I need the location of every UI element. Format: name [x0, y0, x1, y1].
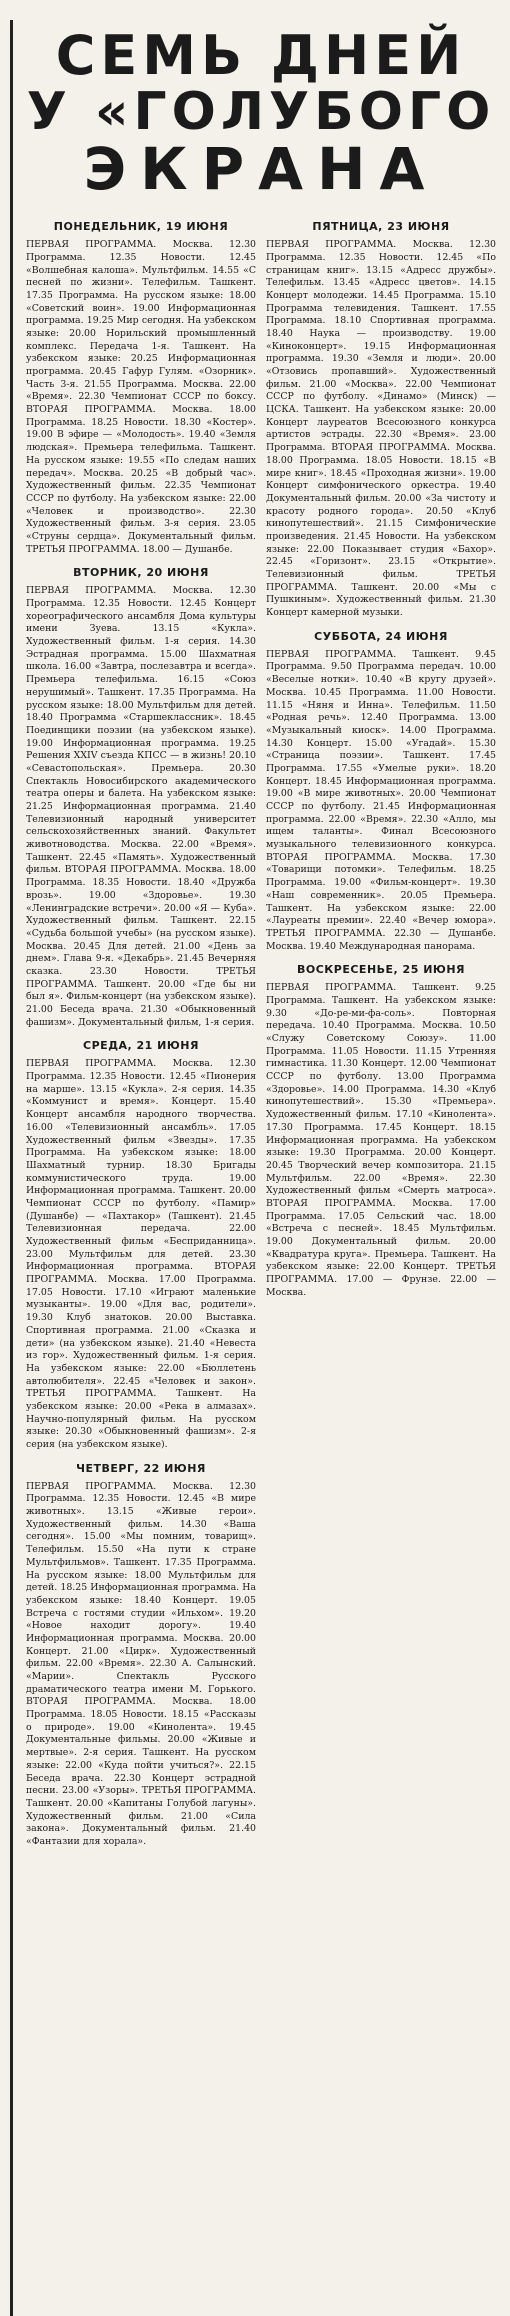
- left-border-rule: [10, 20, 13, 2316]
- newspaper-page: [26, 24, 496, 2308]
- day-title-thursday: ЧЕТВЕРГ, 22 ИЮНЯ: [76, 1461, 206, 1475]
- left-column: [26, 210, 256, 1857]
- day-program-monday: ПЕРВАЯ ПРОГРАММА. Москва. 12.30 Программа. 12.35 Новости. 12.45 «Волшебная калоша». Мультфильм. 14.55 «С песней по жизни». Телефильм. Ташкент. 17.35 Программа. На русском языке: 18.00 «Советский воин». 19.00 Информационная программа. 19.25 Мир сегодня. На узбекском языке: 20.00 Норильский промышленный комплекс. Передача 1-я. Ташкент. На узбекском языке: 20.25 Информационная программа. 20.45 Гафур Гулям. «Озорник». Часть 3-я. 21.55 Программа. Москва. 22.00 «Время». 22.30 Чемпионат СССР по боксу. ВТОРАЯ ПРОГРАММА. Москва. 18.00 Программа. 18.25 Новости. 18.30 «Костер». 19.00 В эфире — «Молодость». 19.40 «Земля людская». Премьера телефильма. Ташкент. На русском языке: 19.55 «По следам наших передач». Москва. 20.25 «В добрый час». Художественный фильм. 22.35 Чемпионат СССР по футболу. На узбекском языке: 22.00 «Человек и производство». 22.30 Художественный фильм. 3-я серия. 23.05 «Струны сердца». Документальный фильм. ТРЕТЬЯ ПРОГРАММА. 18.00 — Душанбе.: [26, 239, 256, 555]
- headline-line-1: СЕМЬ ДНЕЙ: [55, 24, 467, 87]
- day-title-friday: ПЯТНИЦА, 23 ИЮНЯ: [312, 220, 450, 234]
- day-title-monday: ПОНЕДЕЛЬНИК, 19 ИЮНЯ: [53, 220, 229, 234]
- day-program-saturday: ПЕРВАЯ ПРОГРАММА. Ташкент. 9.45 Программа. 9.50 Программа передач. 10.00 «Веселые нотки». 10.40 «В кругу друзей». Москва. 10.45 Программа. 11.00 Новости. 11.15 «Няня и Инна». Телефильм. 11.50 «Родная речь». 12.40 Программа. 13.00 «Музыкальный киоск». 14.00 Программа. 14.30 Концерт. 15.00 «Угадай». 15.30 «Страница поэзии». Ташкент. 17.45 Программа. 17.55 «Умелые руки». 18.20 Концерт. 18.45 Информационная программа. 19.00 «В мире животных». 20.00 Чемпионат СССР по футболу. 21.45 Информационная программа. 22.00 «Время». 22.30 «Алло, мы ищем таланты». Финал Всесоюзного музыкального телевизионного конкурса. ВТОРАЯ ПРОГРАММА. Москва. 17.30 «Товарищи потомки». Телефильм. 18.25 Программа. 19.00 «Фильм-концерт». 19.30 «Наш современник». 20.05 Премьера. Ташкент. На узбекском языке: 22.00 «Лауреаты премии». 22.40 «Вечер юмора». ТРЕТЬЯ ПРОГРАММА. 22.30 — Душанбе. Москва. 19.40 Международная панорама.: [266, 648, 496, 952]
- day-title-tuesday: ВТОРНИК, 20 ИЮНЯ: [73, 566, 209, 580]
- day-program-wednesday: ПЕРВАЯ ПРОГРАММА. Москва. 12.30 Программа. 12.35 Новости. 12.45 «Пионерия на марше». 13.15 «Кукла». 2-я серия. 14.35 «Коммунист и время». Концерт. 15.40 Концерт ансамбля народного творчества. 16.00 «Телевизионный ансамбль». 17.05 Художественный фильм «Звезды». 17.35 Программа. На узбекском языке: 18.00 Шахматный турнир. 18.30 Бригады коммунистического труда. 19.00 Информационная программа. Ташкент. 20.00 Чемпионат СССР по футболу. «Памир» (Душанбе) — «Пахтакор» (Ташкент). 21.45 Телевизионная передача. 22.00 Художественный фильм «Бесприданница». 23.00 Мультфильм для детей. 23.30 Информационная программа. ВТОРАЯ ПРОГРАММА. Москва. 17.00 Программа. 17.05 Новости. 17.10 «Играют маленькие музыканты». 19.00 «Для вас, родители». 19.30 Клуб знатоков. 20.00 Выставка. Спортивная программа. 21.00 «Сказка и дети» (на узбекском языке). 21.40 «Невеста из гор». Художественный фильм. 1-я серия. На узбекском языке: 22.00 «Бюллетень автолюбителя». 22.45 «Человек и закон». ТРЕТЬЯ ПРОГРАММА. Ташкент. На узбекском языке: 20.00 «Река в алмазах». Научно-популярный фильм. На русском языке: 20.30 «Обыкновенный фашизм». 2-я серия (на узбекском языке).: [26, 1058, 256, 1451]
- headline: [26, 24, 496, 204]
- day-title-wednesday: СРЕДА, 21 ИЮНЯ: [83, 1039, 199, 1053]
- day-program-tuesday: ПЕРВАЯ ПРОГРАММА. Москва. 12.30 Программа. 12.35 Новости. 12.45 Концерт хореографического ансамбля Дома культуры имени Зуева. 13.15 «Кукла». Художественный фильм. 1-я серия. 14.30 Эстрадная программа. 15.00 Шахматная школа. 16.00 «Завтра, послезавтра и всегда». Премьера телефильма. 16.15 «Союз нерушимый». Ташкент. 17.35 Программа. На русском языке: 18.00 Мультфильм для детей. 18.40 Программа «Старшеклассник». 18.45 Поединщики поэзии (на узбекском языке). 19.00 Информационная программа. 19.25 Решения XXIV съезда КПСС — в жизнь! 20.10 «Севастопольская». Премьера. 20.30 Спектакль Новосибирского академического театра оперы и балета. На узбекском языке: 21.25 Информационная программа. 21.40 Телевизионный народный университет сельскохозяйственных знаний. Факультет животноводства. Москва. 22.00 «Время». Ташкент. 22.45 «Память». Художественный фильм. ВТОРАЯ ПРОГРАММА. Москва. 18.00 Программа. 18.35 Новости. 18.40 «Дружба врозь». 19.00 «Здоровье». 19.30 «Ленинградские встречи». 20.00 «Я — Куба». Художественный фильм. Ташкент. 22.15 «Судьба большой учебы» (на русском языке). Москва. 20.45 Для детей. 21.00 «День за днем». Глава 9-я. «Декабрь». 21.45 Вечерняя сказка. 23.30 Новости. ТРЕТЬЯ ПРОГРАММА. Ташкент. 20.00 «Где бы ни был я». Фильм-концерт (на узбекском языке). 21.00 Беседа врача. 21.30 «Обыкновенный фашизм». Документальный фильм, 1-я серия.: [26, 585, 256, 1028]
- day-program-friday: ПЕРВАЯ ПРОГРАММА. Москва. 12.30 Программа. 12.35 Новости. 12.45 «По страницам книг». 13.15 «Адресс дружбы». Телефильм. 13.45 «Адресс цветов». 14.15 Концерт молодежи. 14.45 Программа. 15.10 Программа телевидения. Ташкент. 17.55 Программа. 18.10 Спортивная программа. 18.40 Наука — производству. 19.00 «Киноконцерт». 19.15 Информационная программа. 19.30 «Земля и люди». 20.00 «Отзовись пропавший». Художественный фильм. 21.00 «Москва». 22.00 Чемпионат СССР по футболу. «Динамо» (Минск) — ЦСКА. Ташкент. На узбекском языке: 20.00 Концерт лауреатов Всесоюзного конкурса артистов эстрады. 22.30 «Время». 23.00 Программа. ВТОРАЯ ПРОГРАММА. Москва. 18.00 Программа. 18.05 Новости. 18.15 «В мире книг». 18.45 «Проходная жизни». 19.00 Концерт симфонического оркестра. 19.40 Документальный фильм. 20.00 «За чистоту и красоту родного города». 20.50 «Клуб кинопутешествий». 21.15 Симфонические произведения. 21.45 Новости. На узбекском языке: 22.00 Показывает студия «Бахор». 22.45 «Горизонт». 23.15 «Открытие». Телевизионный фильм. ТРЕТЬЯ ПРОГРАММА. Ташкент. 20.00 «Мы с Пушкиным». Художественный фильм. 21.30 Концерт камерной музыки.: [266, 239, 496, 619]
- day-title-saturday: СУББОТА, 24 ИЮНЯ: [314, 629, 448, 643]
- day-program-thursday: ПЕРВАЯ ПРОГРАММА. Москва. 12.30 Программа. 12.35 Новости. 12.45 «В мире животных». 13.15 «Живые герои». Художественный фильм. 14.30 «Ваша сегодня». 15.00 «Мы помним, товарищ». Телефильм. 15.50 «На пути к стране Мультфильмов». Ташкент. 17.35 Программа. На русском языке: 18.00 Мультфильм для детей. 18.25 Информационная программа. На узбекском языке: 18.40 Концерт. 19.05 Встреча с гостями студии «Ильхом». 19.20 «Новое находит дорогу». 19.40 Информационная программа. Москва. 20.00 Концерт. 21.00 «Цирк». Художественный фильм. 22.00 «Время». 22.30 А. Салынский. «Марии». Спектакль Русского драматического театра имени М. Горького. ВТОРАЯ ПРОГРАММА. Москва. 18.00 Программа. 18.05 Новости. 18.15 «Рассказы о природе». 19.00 «Кинолента». 19.45 Документальные фильмы. 20.00 «Живые и мертвые». 2-я серия. Ташкент. На русском языке: 22.00 «Куда пойти учиться?». 22.15 Беседа врача. 22.30 Концерт эстрадной песни. 23.00 «Узоры». ТРЕТЬЯ ПРОГРАММА. Ташкент. 20.00 «Капитаны Голубой лагуны». Художественный фильм. 21.00 «Сила закона». Документальный фильм. 21.40 «Фантазии для хорала».: [26, 1480, 256, 1847]
- headline-line-3: ЭКРАНА: [83, 135, 439, 204]
- right-column: [266, 210, 496, 1857]
- schedule-columns: [26, 210, 496, 1857]
- day-program-sunday: ПЕРВАЯ ПРОГРАММА. Ташкент. 9.25 Программа. Ташкент. На узбекском языке: 9.30 «До-ре-ми-фа-соль». Повторная передача. 10.40 Программа. Москва. 10.50 «Служу Советскому Союзу». 11.00 Программа. 11.05 Новости. 11.15 Утренняя гимнастика. 11.30 Концерт. 12.00 Чемпионат СССР по футболу. 13.00 Программа «Здоровье». 14.00 Программа. 14.30 «Клуб кинопутешествий». 15.30 «Премьера». Художественный фильм. 17.10 «Кинолента». 17.30 Программа. 17.45 Концерт. 18.15 Информационная программа. На узбекском языке: 19.30 Программа. 20.00 Концерт. 20.45 Творческий вечер композитора. 21.15 Мультфильм. 22.00 «Время». 22.30 Художественный фильм «Смерть матроса». ВТОРАЯ ПРОГРАММА. Москва. 17.00 Программа. 17.05 Сельский час. 18.00 «Встреча с песней». 18.45 Мультфильм. 19.00 Документальный фильм. 20.00 «Квадратура круга». Премьера. Ташкент. На узбекском языке: 22.00 Концерт. ТРЕТЬЯ ПРОГРАММА. 17.00 — Фрунзе. 22.00 — Москва.: [266, 982, 496, 1298]
- headline-line-2: У «ГОЛУБОГО: [26, 81, 496, 142]
- day-title-sunday: ВОСКРЕСЕНЬЕ, 25 ИЮНЯ: [296, 963, 465, 977]
